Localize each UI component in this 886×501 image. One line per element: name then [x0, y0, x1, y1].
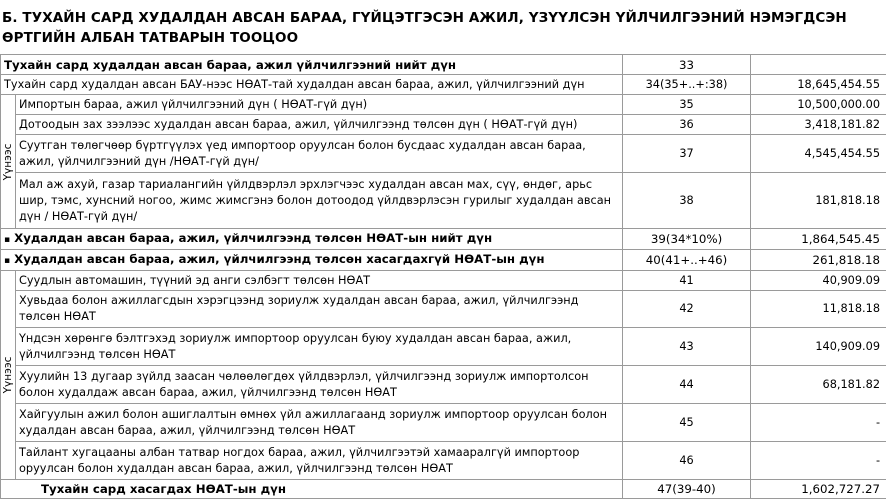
row-code: 37	[623, 135, 751, 173]
section-title: Б. ТУХАЙН САРД ХУДАЛДАН АВСАН БАРАА, ГҮЙЦЭТГЭСЭН АЖИЛ, ҮЗҮҮЛСЭН ҮЙЛЧИЛГЭЭНИЙ НЭМЭГДСЭН ӨРТГИЙН АЛБАН ТАТВАРЫН ТООЦОО	[2, 10, 847, 46]
side-label-cell	[1, 271, 16, 480]
row-value: 18,645,454.55	[751, 75, 886, 95]
row-value: 11,818.18	[751, 291, 886, 328]
table-row-38	[1, 173, 886, 229]
row-label: Хайгуулын ажил болон ашиглалтын өмнөх үйл ажиллагаанд зориулж импортоор оруулсан болон худалдан авсан бараа, ажил, үйлчилгээнд төлсөн НӨАТ	[16, 404, 623, 442]
row-value: 1,602,727.27	[751, 480, 886, 499]
row-code: 44	[623, 366, 751, 404]
table-row-45	[1, 404, 886, 442]
table-row-33	[1, 55, 886, 75]
table-row-35	[1, 95, 886, 115]
row-value: 40,909.09	[751, 271, 886, 291]
row-label: Үндсэн хөрөнгө бэлтгэхэд зориулж импортоор оруулсан буюу худалдан авсан бараа, ажил, үйлчилгээнд төлсөн НӨАТ	[16, 328, 623, 366]
row-code: 46	[623, 442, 751, 480]
table-row-39	[1, 229, 886, 250]
table-row-42	[1, 291, 886, 328]
row-value: 1,864,545.45	[751, 229, 886, 250]
row-code: 36	[623, 115, 751, 135]
row-label: Худалдан авсан бараа, ажил, үйлчилгээнд төлсөн хасагдахгүй НӨАТ-ын дүн	[14, 252, 545, 266]
row-label: Хувьдаа болон ажиллагсдын хэрэгцээнд зориулж худалдан авсан бараа, ажил, үйлчилгээнд төлсөн НӨАТ	[16, 291, 623, 328]
side-label-cell	[1, 95, 16, 229]
table-row-47	[1, 480, 886, 499]
row-label: Суутган төлөгчөөр бүртгүүлэх үед импортоор оруулсан болон бусдаас худалдан авсан бараа, ажил, үйлчилгээний дүн /НӨАТ-гүй дүн/	[16, 135, 623, 173]
table-row-34	[1, 75, 886, 95]
row-code: 39(34*10%)	[623, 229, 751, 250]
row-code: 43	[623, 328, 751, 366]
row-label-cell	[1, 250, 623, 271]
table-row-40	[1, 250, 886, 271]
row-value: -	[751, 442, 886, 480]
vat-table	[0, 54, 886, 499]
bullet-icon: ▪	[4, 256, 11, 266]
table-row-41	[1, 271, 886, 291]
row-label: Мал аж ахуй, газар тариалангийн үйлдвэрлэл эрхлэгчээс худалдан авсан мах, сүү, өндөг, арьс шир, тэмс, хунсний ногоо, жимс жимсгэнэ болон дотоодод үйлдвэрлэсэн гурилыг худалдан авсан дүн / НӨАТ-гүй дүн/	[16, 173, 623, 229]
row-value: 140,909.09	[751, 328, 886, 366]
row-label: Тухайн сард худалдан авсан бараа, ажил үйлчилгээний нийт дүн	[1, 55, 623, 75]
row-value: -	[751, 404, 886, 442]
row-label: Худалдан авсан бараа, ажил, үйлчилгээнд төлсөн НӨАТ-ын нийт дүн	[14, 231, 493, 245]
row-value: 181,818.18	[751, 173, 886, 229]
row-value: 68,181.82	[751, 366, 886, 404]
row-code: 35	[623, 95, 751, 115]
row-code: 34(35+..+:38)	[623, 75, 751, 95]
row-code: 45	[623, 404, 751, 442]
row-value: 10,500,000.00	[751, 95, 886, 115]
row-value	[751, 55, 886, 75]
row-code: 41	[623, 271, 751, 291]
row-code: 38	[623, 173, 751, 229]
row-value: 261,818.18	[751, 250, 886, 271]
row-label: Импортын бараа, ажил үйлчилгээний дүн ( НӨАТ-гүй дүн)	[16, 95, 623, 115]
table-row-43	[1, 328, 886, 366]
row-label: Суудлын автомашин, түүний эд анги сэлбэгт төлсөн НӨАТ	[16, 271, 623, 291]
bullet-icon: ▪	[4, 235, 11, 245]
row-label-cell	[1, 229, 623, 250]
row-label: Тухайн сард худалдан авсан БАУ-нээс НӨАТ-тай худалдан авсан бараа, ажил, үйлчилгээний дүн	[1, 75, 623, 95]
row-label: Тухайн сард хасагдах НӨАТ-ын дүн	[1, 480, 623, 499]
side-label-uunees: Үүнээс	[2, 143, 14, 180]
row-code: 33	[623, 55, 751, 75]
row-label: Тайлант хугацааны албан татвар ногдох бараа, ажил, үйлчилгээтэй хамааралгүй импортоор оруулсан болон худалдан авсан бараа, ажил, үйлчилгээнд төлсөн НӨАТ	[16, 442, 623, 480]
row-code: 47(39-40)	[623, 480, 751, 499]
side-label-uunees: Үүнээс	[2, 356, 14, 394]
table-row-44	[1, 366, 886, 404]
row-label: Хуулийн 13 дугаар зүйлд заасан чөлөөлөгдөх үйлдвэрлэл, үйлчилгээнд зориулж импортолсон болон худалдаж авсан бараа, ажил, үйлчилгээнд төлсөн НӨАТ	[16, 366, 623, 404]
row-code: 40(41+..+46)	[623, 250, 751, 271]
row-value: 3,418,181.82	[751, 115, 886, 135]
table-row-36	[1, 115, 886, 135]
row-label: Дотоодын зах зээлээс худалдан авсан бараа, ажил, үйлчилгээнд төлсөн дүн ( НӨАТ-гүй дүн)	[16, 115, 623, 135]
table-row-37	[1, 135, 886, 173]
table-row-46	[1, 442, 886, 480]
row-code: 42	[623, 291, 751, 328]
row-value: 4,545,454.55	[751, 135, 886, 173]
